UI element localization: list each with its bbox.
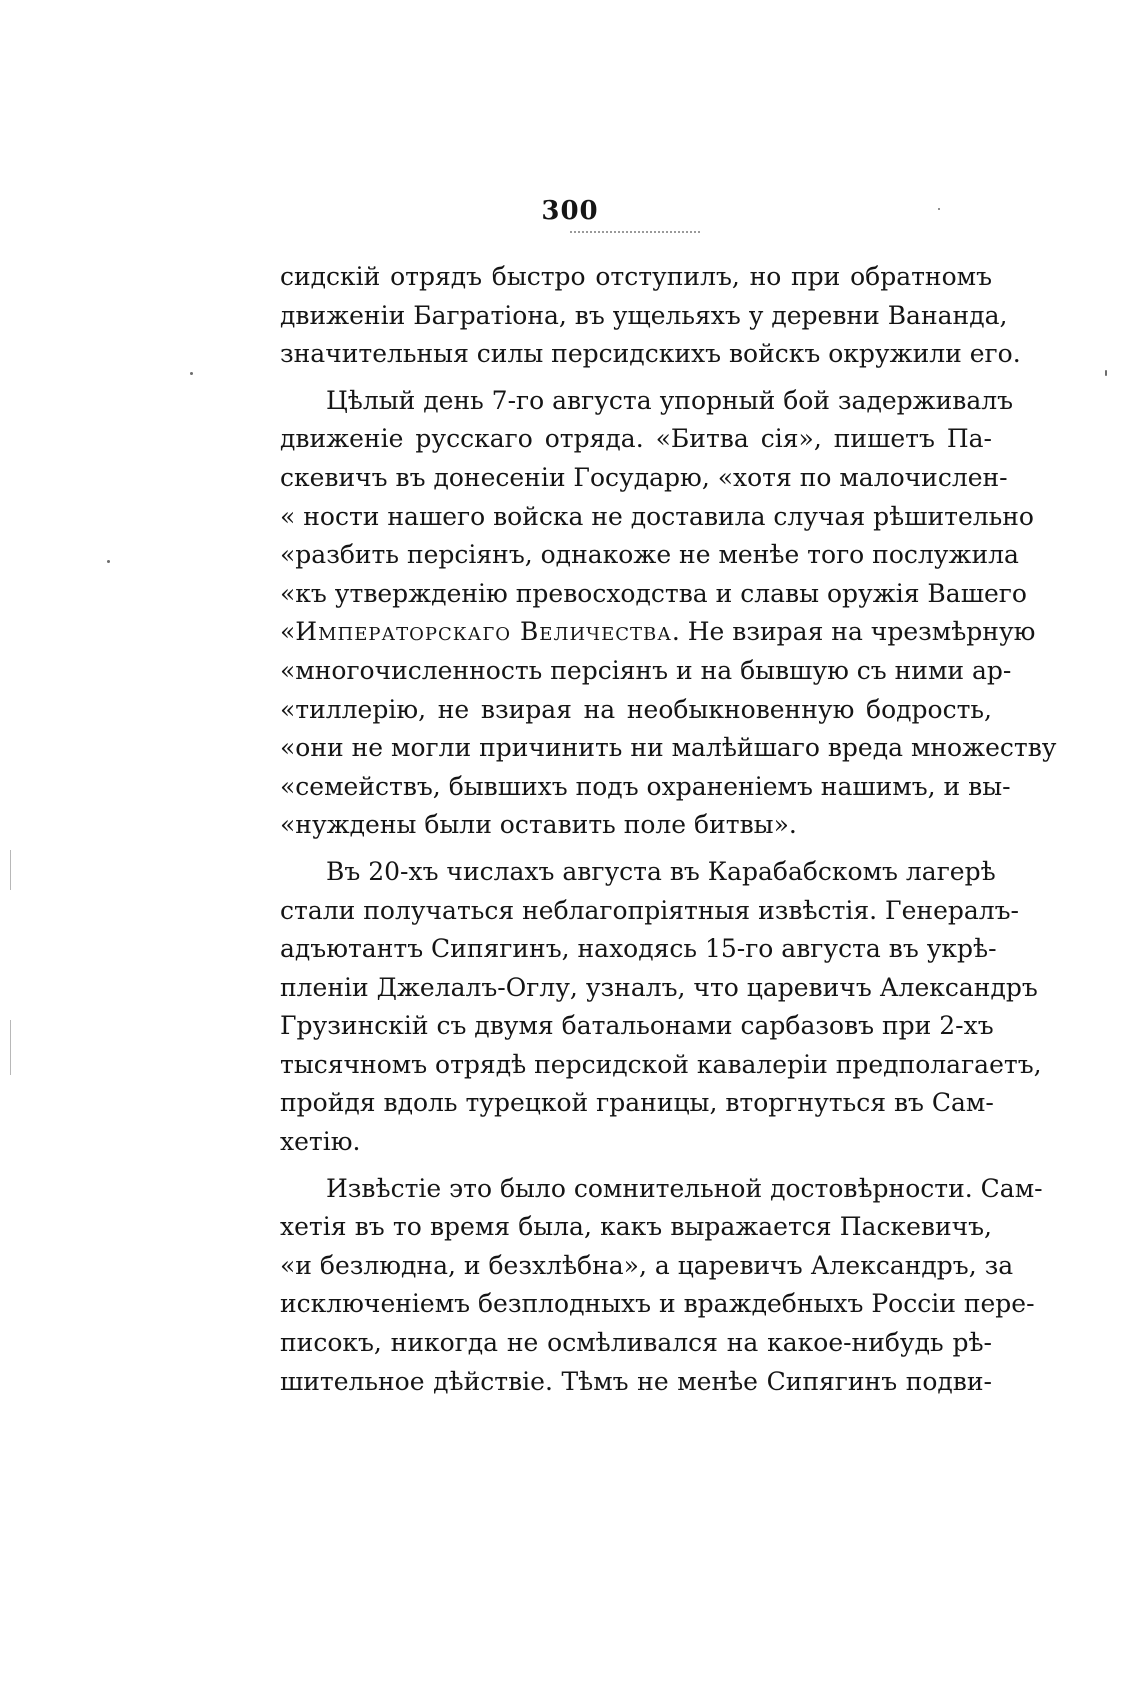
- paragraph: [280, 853, 1042, 1162]
- text-line: тысячномъ отрядѣ персидской кавалеріи предполагаетъ,: [280, 1049, 1042, 1079]
- text-line: Въ 20-хъ числахъ августа въ Карабабскомъ лагерѣ: [326, 856, 996, 886]
- text-line: хетія въ то время была, какъ выражается Паскевичъ,: [280, 1212, 992, 1242]
- text-line: скевичъ въ донесеніи Государю, «хотя по малочислен-: [280, 462, 1008, 492]
- text-line: движеніе русскаго отряда. «Битва сія», пишетъ Па-: [280, 424, 992, 454]
- text-line: «они не могли причинить ни малѣйшаго вреда множеству: [280, 733, 1057, 763]
- text-line: исключеніемъ безплодныхъ и враждебныхъ Россіи пере-: [280, 1289, 1035, 1319]
- text-line: «семействъ, бывшихъ подъ охраненіемъ нашимъ, и вы-: [280, 771, 1011, 801]
- scan-speck: [190, 372, 193, 375]
- text-line: Грузинскій съ двумя батальонами сарбазовъ при 2-хъ: [280, 1011, 994, 1041]
- text-line: «тиллерію, не взирая на необыкновенную бодрость,: [280, 694, 992, 724]
- body-text: [280, 258, 1057, 1401]
- paragraph: [280, 1170, 1043, 1402]
- text-line: сидскій отрядъ быстро отступилъ, но при обратномъ: [280, 262, 992, 291]
- text-line: Извѣстіе это было сомнительной достовѣрности. Сам-: [326, 1173, 1043, 1203]
- page-number-rule: [570, 231, 700, 233]
- text-line: писокъ, никогда не осмѣливался на какое-нибудь рѣ-: [280, 1328, 992, 1358]
- text-line: Цѣлый день 7-го августа упорный бой задерживалъ: [326, 385, 1014, 415]
- scan-speck: [1105, 370, 1107, 376]
- text-line: «Императорскаго Величества. Не взирая на чрезмѣрную: [280, 617, 1036, 647]
- text-line: пленіи Джелалъ-Оглу, узналъ, что царевичъ Александръ: [280, 972, 1038, 1002]
- page-number: 300: [541, 196, 599, 226]
- text-line: шительное дѣйствіе. Тѣмъ не менѣе Сипягинъ подви-: [280, 1366, 992, 1396]
- scan-speck: [107, 560, 110, 563]
- text-line: «нуждены были оставить поле битвы».: [280, 810, 797, 840]
- text-line: « ности нашего войска не доставила случая рѣшительно: [280, 501, 1034, 531]
- text-line: пройдя вдоль турецкой границы, вторгнуться въ Сам-: [280, 1088, 994, 1118]
- text-line: «разбить персіянъ, однакоже не менѣе того послужила: [280, 540, 1019, 570]
- scan-edge-mark: [10, 850, 11, 890]
- text-line: стали получаться неблагопріятныя извѣстія. Генералъ-: [280, 895, 1020, 925]
- paragraph: [280, 258, 1021, 374]
- scan-edge-mark: [10, 1020, 11, 1075]
- text-line: значительныя силы персидскихъ войскъ окружили его.: [280, 339, 1021, 369]
- scan-speck: [938, 208, 940, 210]
- text-line: движеніи Багратіона, въ ущельяхъ у деревни Вананда,: [280, 300, 1008, 330]
- text-line: «многочисленность персіянъ и на бывшую съ ними ар-: [280, 655, 1012, 685]
- text-line: адъютантъ Сипягинъ, находясь 15-го августа въ укрѣ-: [280, 934, 997, 964]
- text-line: хетію.: [280, 1127, 361, 1157]
- text-line: «къ утвержденію превосходства и славы оружія Вашего: [280, 578, 1027, 608]
- paragraph: [280, 382, 1057, 845]
- text-line: «и безлюдна, и безхлѣбна», а царевичъ Александръ, за: [280, 1250, 1014, 1280]
